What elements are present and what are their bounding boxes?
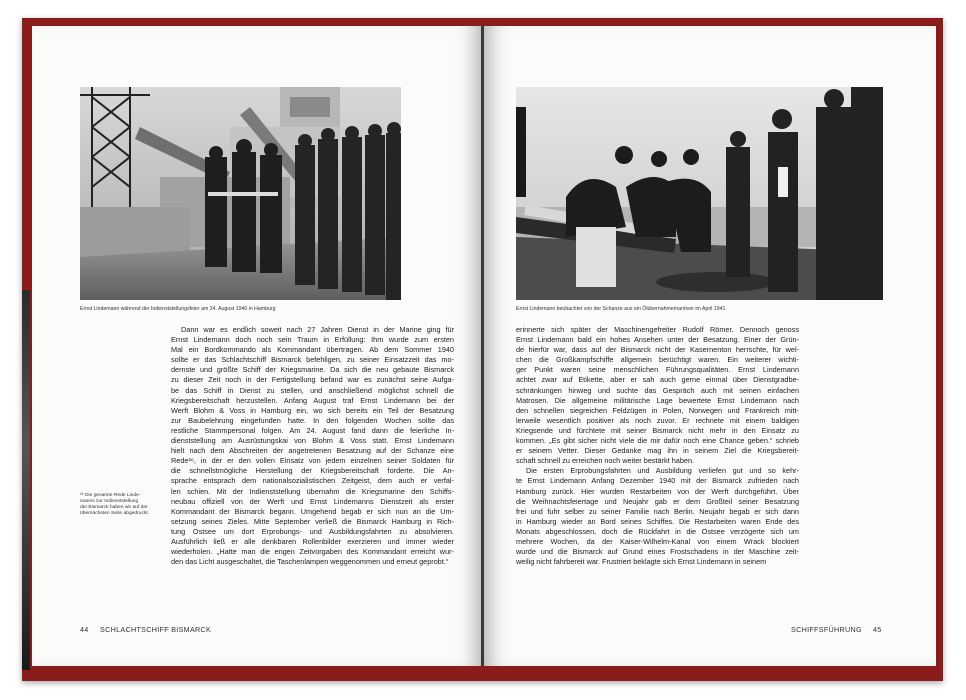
cover-edge-strip bbox=[22, 290, 30, 670]
text-line: Die ersten Erprobungsfahrten und Ausbildung verliefen gut und so kehr- bbox=[526, 466, 799, 476]
text-line: Ausführlich ließ er alle denkbaren Rollenbilder exerzieren und immer wieder bbox=[171, 536, 454, 546]
text-line: achtet zwar auf Etikette, aber er sah auch gerne einmal über Dienstgradbe- bbox=[516, 375, 799, 385]
text-line: den das Licht ausgeschaltet, die Taschenlampen weggenommen und erneut geprobt.“ bbox=[171, 557, 449, 567]
text-line: die schnellstmögliche Herstellung der Kriegsbereitschaft forderte. Die An- bbox=[171, 466, 454, 476]
photo-ceremony-icon bbox=[80, 87, 401, 300]
text-line: schaft schnell zu erreichen noch weiter bestärkt haben. bbox=[516, 456, 695, 466]
text-line: Rede²⁶, in der er den vollen Einsatz von jedem einzelnen seiner Soldaten für bbox=[171, 456, 454, 466]
text-line: wiederholen. „Hatte man die engen Zeitvorgaben des Kommandant erreicht wur- bbox=[171, 547, 454, 557]
text-line: zur Baubelehrung eingefunden hatte. In den folgenden Wochen sollte das bbox=[171, 415, 454, 425]
left-page bbox=[32, 26, 482, 666]
text-line: ger Punkt waren seine menschlichen Führungsqualitäten. Ernst Lindemann bbox=[516, 365, 799, 375]
text-line: neubau offiziell von der Werft und Ernst Lindemanns Dienstzeit als erster bbox=[171, 496, 454, 506]
footnote-line: der Bismarck haben wir auf der bbox=[80, 505, 148, 510]
text-line: Dann war es endlich soweit nach 27 Jahren Dienst in der Marine ging für bbox=[181, 325, 454, 334]
text-line: Kriegsbereitschaft herzustellen. Anfang August traf Ernst Lindemann bei der bbox=[171, 395, 454, 405]
text-line: Mal ein Bordkommando als Kommandant übertragen. Ab dem Sommer 1940 bbox=[171, 345, 454, 355]
text-line: frei und fuhr selber zu seiner Familie nach Berlin. Neujahr begab er sich dann bbox=[516, 506, 799, 516]
text-line: schränkungen hinweg und suchte das Gespräch auch mit seinen einfachen bbox=[516, 385, 799, 395]
photo-deck-crew-icon bbox=[516, 87, 883, 300]
running-title: SCHIFFSFÜHRUNG bbox=[791, 625, 862, 634]
text-line: mehrere Wochen, da der Kaiser-Wilhelm-Kanal von einem Wrack blockiert bbox=[516, 536, 799, 546]
page-number: 44 bbox=[80, 625, 89, 634]
footnote-line: übernächsten Seite abgedruckt. bbox=[80, 511, 150, 516]
text-line: sprache entsprach dem nationalsozialistischen Zeitgeist, dem auch er verfal- bbox=[171, 476, 454, 486]
footnote-line: manns zur Indienststellung bbox=[80, 499, 139, 504]
page-number: 45 bbox=[873, 625, 882, 634]
text-line: die Weihnachtsfeiertage und Neujahr gab er dem Großteil seiner Besatzung bbox=[516, 496, 799, 506]
text-line: chen die Großkampfschiffe allgemein berüchtigt waren. Ein weiterer wichti- bbox=[516, 355, 799, 365]
text-line: hielt nach dem Abschreiten der angetretenen Besatzung auf der Schanze eine bbox=[171, 446, 454, 456]
body-text bbox=[171, 325, 454, 567]
text-line: kommen. „Es gibt sicher nicht viele die mir dafür noch eine Chance geben.“ schrieb bbox=[516, 436, 799, 446]
text-line: lerweile wesentlich positiver als noch zuvor. Er rechnete mit einem baldigen bbox=[516, 415, 799, 425]
text-line: len schien. Mit der Indienststellung übernahm die Kriegsmarine den Schiffs- bbox=[171, 486, 454, 496]
text-line: den schnellen siegreichen Feldzügen in Polen, Norwegen und Frankreich mitt- bbox=[516, 405, 799, 415]
text-line: erinnerte sich später der Maschinengefreiter Rudolf Römer. Dennoch genoss bbox=[516, 325, 799, 334]
text-line: be das Schiff in Dienst zu stellen, und anschließend möglichst schnell die bbox=[171, 385, 454, 395]
photo-caption: Ernst Lindemann beobachtet von der Schanze aus ein Ölübernahmemanöver im April 1941 bbox=[516, 306, 726, 312]
text-line: Ernst Lindemann doch noch sein Traum in Erfüllung: Ihm wurde zum ersten bbox=[171, 335, 454, 345]
photo-caption: Ernst Lindemann während der Indienststellungsfeier am 24. August 1940 in Hamburg bbox=[80, 306, 276, 312]
text-line: te Ernst Lindemann Anfang Dezember 1940 mit der Bismarck zufrieden nach bbox=[516, 476, 799, 486]
text-line: restliche Stammpersonal folgen. Am 24. August fand dann die feierliche In- bbox=[171, 425, 454, 435]
text-line: Kriegsende und fürchtete mit seiner Bismarck nicht mehr in den Einsatz zu bbox=[516, 425, 799, 435]
text-line: in Hamburg wieder an Bord seines Schiffes. Die Restarbeiten waren Ende des bbox=[516, 516, 799, 526]
footnote-line: ²⁶ Die gesamte Rede Linde- bbox=[80, 493, 141, 498]
photo-deck-crew-image bbox=[516, 87, 883, 300]
text-line: setzung seines Zieles. Mitte September verließ die Bismarck Hamburg in Rich- bbox=[171, 516, 454, 526]
text-line: Werft Blohm & Voss in Hamburg ein, wo sich bereits ein Teil der Besatzung bbox=[171, 405, 454, 415]
text-line: de hierfür war, dass auf der Bismarck nicht der Kasernenton herrschte, für wel- bbox=[516, 345, 799, 355]
right-page bbox=[484, 26, 936, 666]
text-line: zu dieser Zeit noch in der Fertigstellung befand war es zunächst seine Aufga- bbox=[171, 375, 454, 385]
text-line: Ernst Lindemann bald ein hohes Ansehen unter der Besatzung. Einer der Grün- bbox=[516, 335, 799, 345]
running-title: SCHLACHTSCHIFF BISMARCK bbox=[100, 625, 212, 634]
text-line: wurde und die Bismarck auf Grund eines Frostschadens in der Maschine zeit- bbox=[516, 547, 799, 557]
text-line: sollte er das Schlachtschiff Bismarck befehligen, zu seiner Einsatzzeit das mo- bbox=[171, 355, 454, 365]
text-line: Hamburg zurück. Hier wurden Restarbeiten von der Werft durchgeführt. Über bbox=[516, 486, 799, 496]
text-line: er seinem Vetter. Dieser Gedanke mag ihn in seinem Ziel die Kriegsbereit- bbox=[516, 446, 799, 456]
text-line: Monats abgeschlossen, doch die Rückfahrt in die Ostsee verzögerte sich um bbox=[516, 526, 799, 536]
photo-ceremony-image bbox=[80, 87, 401, 300]
text-line: dienststellung am Ausrüstungskai von Blohm & Voss statt. Ernst Lindemann bbox=[171, 436, 454, 446]
footnote bbox=[80, 493, 160, 517]
text-line: Kommandant der Bismarck begann. Umgehend begab er sich nun an die Um- bbox=[171, 506, 454, 516]
text-line: tung Ostsee um dort Erprobungs- und Ausbildungsfahrten zu absolvieren. bbox=[171, 526, 454, 536]
text-line: weilig nicht fahrbereit war. Frustriert beklagte sich Ernst Lindemann in seinem bbox=[516, 557, 767, 567]
body-text bbox=[516, 325, 799, 567]
text-line: dernste und größte Schiff der Kriegsmarine. Da sich die neu gebaute Bismarck bbox=[171, 365, 454, 375]
text-line: Matrosen. Die allgemeine militärische Lage bewertete Ernst Lindemann nach bbox=[516, 395, 799, 405]
